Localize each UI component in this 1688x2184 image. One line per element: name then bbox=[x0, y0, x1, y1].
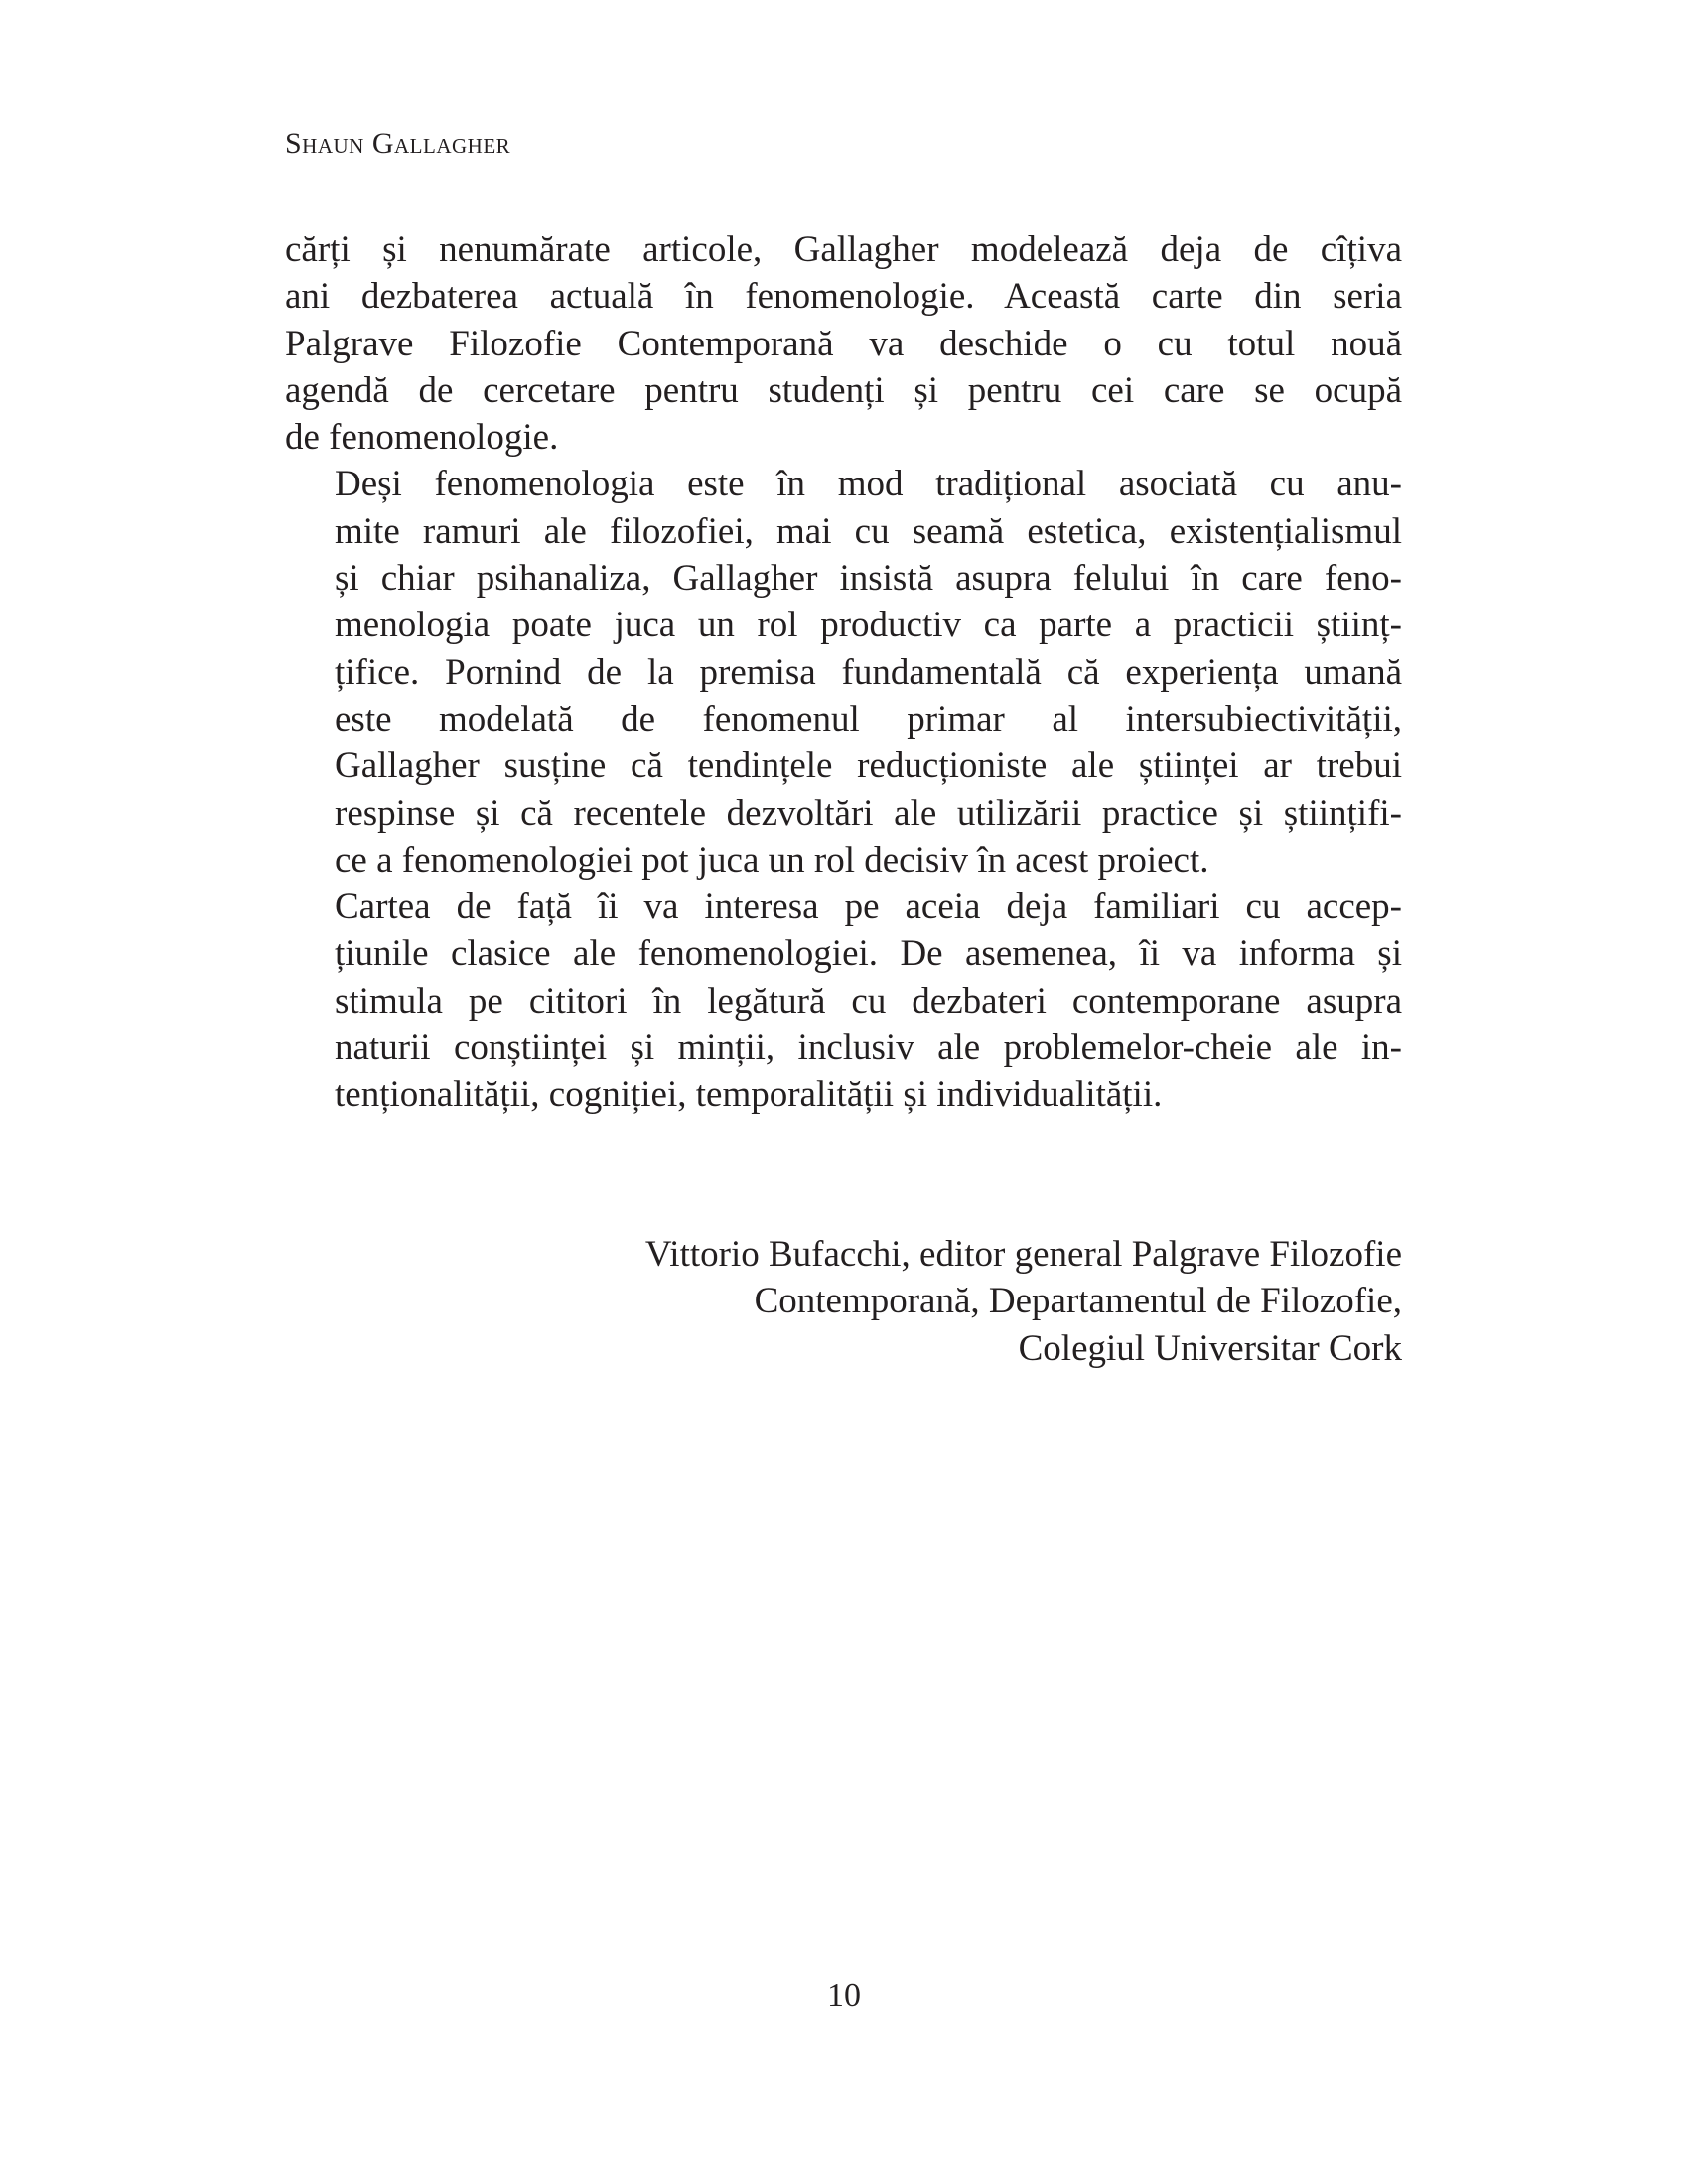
paragraph-3 bbox=[285, 884, 1402, 1118]
text-line: de fenomenologie. bbox=[285, 417, 559, 459]
text-line: menologia poate juca un rol productiv ca parte a practicii științ- bbox=[335, 605, 1402, 646]
text-line: ani dezbaterea actuală în fenomenologie. Această carte din seria bbox=[285, 276, 1402, 318]
text-line: naturii conștiinței și minții, inclusiv ale problemelor-cheie ale in- bbox=[335, 1027, 1402, 1069]
text-line: stimula pe cititori în legătură cu dezbateri contemporane asupra bbox=[335, 980, 1402, 1022]
text-line: tenționalității, cogniției, temporalității și individualității. bbox=[335, 1074, 1163, 1116]
text-line: țiunile clasice ale fenomenologiei. De asemenea, îi va informa și bbox=[335, 933, 1402, 975]
text-line: respinse și că recentele dezvoltări ale utilizării practice și științifi- bbox=[335, 792, 1402, 834]
text-line: Gallagher susține că tendințele reducționiste ale științei ar trebui bbox=[335, 746, 1402, 787]
page-number: 10 bbox=[827, 1978, 861, 2014]
signature-line: Contemporană, Departamentul de Filozofie, bbox=[754, 1281, 1402, 1322]
text-line: cărți și nenumărate articole, Gallagher modelează deja de cîțiva bbox=[285, 229, 1402, 270]
signature-line: Colegiul Universitar Cork bbox=[1018, 1327, 1402, 1369]
editor-signature bbox=[285, 1231, 1402, 1372]
text-line: mite ramuri ale filozofiei, mai cu seamă estetica, existențialismul bbox=[335, 510, 1402, 552]
signature-line: Vittorio Bufacchi, editor general Palgrave Filozofie bbox=[644, 1234, 1402, 1275]
text-line: agendă de cercetare pentru studenți și pentru cei care se ocupă bbox=[285, 369, 1402, 411]
text-line: și chiar psihanaliza, Gallagher insistă asupra felului în care feno- bbox=[335, 558, 1402, 600]
text-line: Cartea de față îi va interesa pe aceia deja familiari cu accep- bbox=[335, 887, 1402, 928]
text-line: țifice. Pornind de la premisa fundamentală că experiența umană bbox=[335, 651, 1402, 693]
paragraph-1 bbox=[285, 226, 1402, 461]
text-line: Deși fenomenologia este în mod tradițional asociată cu anu- bbox=[335, 464, 1402, 505]
body-text bbox=[285, 226, 1402, 1119]
text-line: Palgrave Filozofie Contemporană va deschide o cu totul nouă bbox=[285, 323, 1402, 364]
text-line: ce a fenomenologiei pot juca un rol decisiv în acest proiect. bbox=[335, 839, 1209, 881]
text-line: este modelată de fenomenul primar al intersubiectivității, bbox=[335, 698, 1402, 740]
running-head-author: Shaun Gallagher bbox=[285, 127, 511, 160]
paragraph-2 bbox=[285, 461, 1402, 884]
